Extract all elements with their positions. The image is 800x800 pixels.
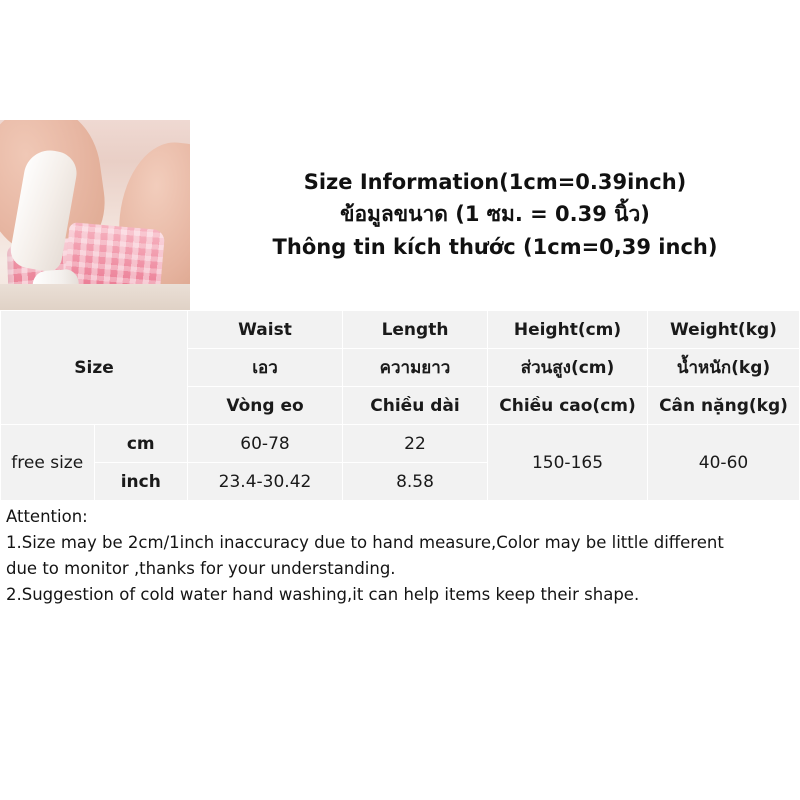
cell-waist-cm: 60-78 [188, 425, 343, 463]
size-chart-sheet [0, 120, 800, 630]
title-line-english: Size Information(1cm=0.39inch) [303, 170, 687, 195]
title-line-vietnamese: Thông tin kích thước (1cm=0,39 inch) [272, 234, 718, 259]
attention-line-2: due to monitor ,thanks for your understanding. [6, 558, 396, 578]
row-size-free-size: free size [1, 425, 95, 501]
table-row [1, 425, 800, 463]
title-block [190, 120, 800, 310]
cell-length-inch: 8.58 [343, 463, 488, 501]
column-header-weight-th: น้ำหนัก(kg) [648, 349, 800, 387]
table-row-header-en [1, 311, 800, 349]
cell-waist-inch: 23.4-30.42 [188, 463, 343, 501]
product-photo [0, 120, 190, 310]
column-header-length-vi: Chiều dài [343, 387, 488, 425]
attention-heading: Attention: [6, 507, 88, 526]
column-header-height-vi: Chiều cao(cm) [488, 387, 648, 425]
size-table [0, 310, 800, 501]
size-label-cell: Size [1, 311, 188, 425]
attention-block [0, 501, 800, 617]
column-header-waist-vi: Vòng eo [188, 387, 343, 425]
row-unit-cm: cm [94, 425, 188, 463]
cell-length-cm: 22 [343, 425, 488, 463]
column-header-weight-vi: Cân nặng(kg) [648, 387, 800, 425]
column-header-waist-en: Waist [188, 311, 343, 349]
column-header-weight-en: Weight(kg) [648, 311, 800, 349]
column-header-height-en: Height(cm) [488, 311, 648, 349]
attention-line-3: 2.Suggestion of cold water hand washing,it can help items keep their shape. [6, 584, 640, 604]
row-unit-inch: inch [94, 463, 188, 501]
attention-line-1: 1.Size may be 2cm/1inch inaccuracy due to hand measure,Color may be little different [6, 532, 724, 552]
cell-weight: 40-60 [648, 425, 800, 501]
column-header-waist-th: เอว [188, 349, 343, 387]
title-line-thai: ข้อมูลขนาด (1 ซม. = 0.39 นิ้ว) [340, 202, 650, 227]
photo-floor [0, 284, 190, 310]
column-header-height-th: ส่วนสูง(cm) [488, 349, 648, 387]
column-header-length-th: ความยาว [343, 349, 488, 387]
column-header-length-en: Length [343, 311, 488, 349]
cell-height: 150-165 [488, 425, 648, 501]
header-band [0, 120, 800, 310]
